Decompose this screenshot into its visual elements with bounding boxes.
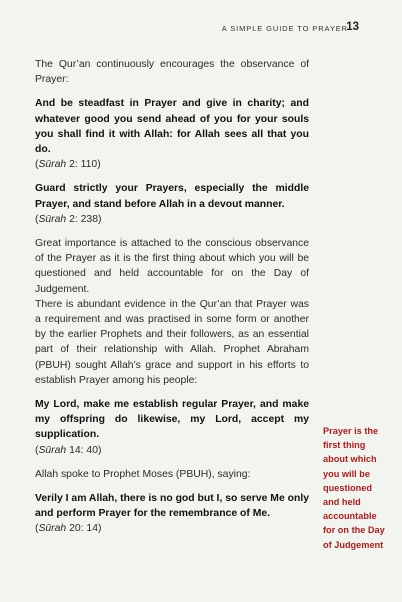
- reference-number: 14: 40): [66, 444, 102, 456]
- running-title: A SIMPLE GUIDE TO PRAYER: [221, 24, 348, 33]
- reference-number: 20: 14): [66, 523, 102, 535]
- surah-word: Sūrah: [38, 159, 67, 171]
- reference-number: 2: 110): [66, 159, 101, 171]
- evidence-paragraph: There is abundant evidence in the Qur’an that Prayer was a requirement and was practised in some form or another by the earlier Prophets and their followers, as an essential part of their relationship with Allah. Prophet Abraham (PBUH) sought Allah’s grace and support in his efforts to establish Prayer among his people:: [35, 298, 309, 386]
- quote-surah-20-14: Verily I am Allah, there is no god but I, so serve Me only and perform Prayer for the remembrance of Me.: [35, 493, 309, 520]
- surah-word: Sūrah: [38, 444, 67, 456]
- surah-word: Sūrah: [38, 213, 67, 225]
- reference-surah-2-238: (Sūrah 2: 238): [35, 213, 102, 225]
- reference-surah-14-40: (Sūrah 14: 40): [35, 444, 102, 456]
- page-number: 13: [346, 21, 359, 33]
- intro-paragraph: The Qur’an continuously encourages the observance of Prayer:: [35, 59, 309, 86]
- quote-surah-14-40: My Lord, make me establish regular Prayer, and make my offspring do likewise, my Lord, accept my supplication.: [35, 399, 309, 441]
- surah-word: Sūrah: [38, 523, 67, 535]
- quote-surah-2-238: Guard strictly your Prayers, especially the middle Prayer, and stand before Allah in a devout manner.: [35, 183, 309, 210]
- importance-paragraph: Great importance is attached to the conscious observance of the Prayer as it is the first thing about which you will be questioned and held accountable for on the Day of Judgement.: [35, 238, 309, 295]
- margin-note: Prayer is the first thing about which you will be questioned and held accountable for on the Day of Judgement: [323, 426, 385, 550]
- reference-surah-2-110: (Sūrah 2: 110): [35, 159, 101, 171]
- reference-surah-20-14: (Sūrah 20: 14): [35, 523, 102, 535]
- reference-number: 2: 238): [66, 213, 102, 225]
- moses-paragraph: Allah spoke to Prophet Moses (PBUH), saying:: [35, 468, 251, 480]
- body-text: [35, 57, 309, 546]
- quote-surah-2-110: And be steadfast in Prayer and give in charity; and whatever good you send ahead of you for your souls you shall find it with Allah: for Allah sees all that you do.: [35, 98, 309, 156]
